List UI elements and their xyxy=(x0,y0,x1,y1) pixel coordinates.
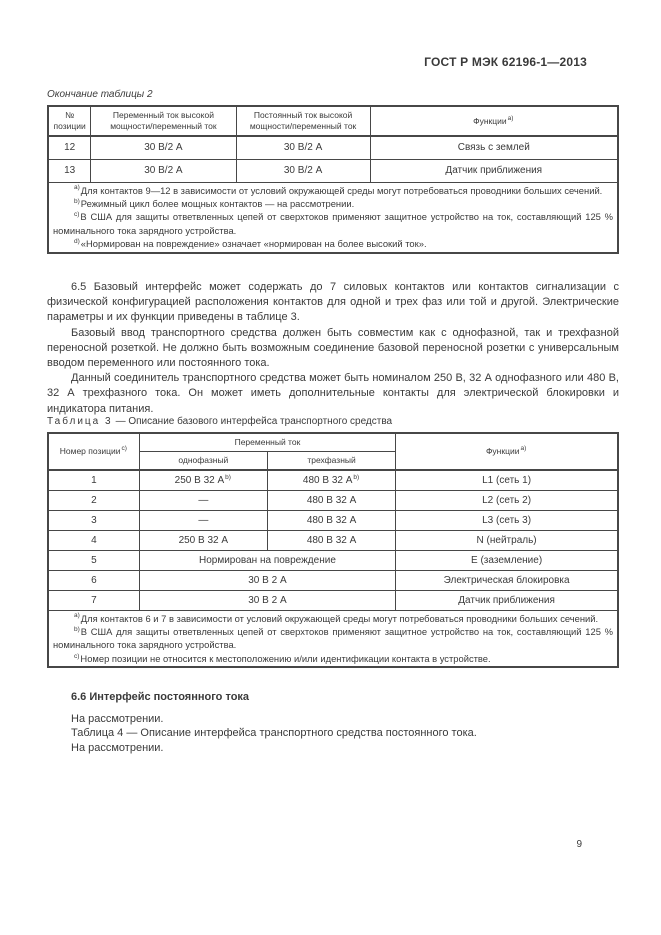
footnote xyxy=(53,210,613,237)
table3-r6-fn: Электрическая блокировка xyxy=(396,570,618,590)
footnote-text: В США для защиты ответвленных цепей от сверхтоков применяют защитное устройство на ток, составляющий 125 % номинального тока зарядного устройства. xyxy=(53,626,613,651)
table3-r4-pos: 4 xyxy=(48,530,139,550)
table3-section xyxy=(47,416,619,668)
table2-header-row xyxy=(48,106,618,136)
footnote-marker: d) xyxy=(74,238,80,246)
table2-col-functions-label: Функции xyxy=(473,115,507,126)
table-row xyxy=(48,136,618,159)
table-row xyxy=(48,470,618,490)
footnote-text: «Нормирован на повреждение» означает «нормирован на более высокий ток». xyxy=(80,238,427,250)
paragraph: Базовый ввод транспортного средства должен быть совместим как с однофазной, так и трехфазной переносной розеткой. Не должно быть возможным соединение базовой переносной розетки с универсальным вводом переменного или постоянного тока. xyxy=(47,326,619,370)
table3-col-functions-footnote-marker: a) xyxy=(520,445,527,453)
table3-r1-pos: 1 xyxy=(48,470,139,490)
table3-r1-single xyxy=(139,470,267,490)
table3-head xyxy=(48,433,618,470)
page-number: 9 xyxy=(576,839,582,850)
table2-r13-ac: 30 В/2 А xyxy=(91,159,236,182)
table3-col-functions-label: Функции xyxy=(485,446,520,457)
footnote xyxy=(53,625,613,652)
table3-r7-pos: 7 xyxy=(48,590,139,610)
table2-footnotes-row xyxy=(48,182,618,253)
table3-col-single-phase: однофазный xyxy=(139,452,267,471)
table2-section xyxy=(47,89,619,254)
table3-r5-fn: Е (заземление) xyxy=(396,550,618,570)
table3-r2-fn: L2 (сеть 2) xyxy=(396,490,618,510)
table3-r6-merged: 30 В 2 А xyxy=(139,570,396,590)
footnote-marker: b) xyxy=(74,197,80,205)
table3-r2-pos: 2 xyxy=(48,490,139,510)
table3-col-position-label: Номер позиции xyxy=(59,446,121,457)
table3-caption-label: Таблица 3 xyxy=(47,416,113,427)
table3-r6-pos: 6 xyxy=(48,570,139,590)
table2-r12-dc: 30 В/2 А xyxy=(236,136,370,159)
paragraph: Данный соединитель транспортного средства может быть номиналом 250 В, 32 А однофазного или 480 В, 32 А трехфазного тока. Он может иметь дополнительные контакты для электрической блокировки и индикатора питания. xyxy=(47,372,619,415)
doc-header-title: ГОСТ Р МЭК 62196-1—2013 xyxy=(424,55,587,69)
paragraph: На рассмотрении. xyxy=(71,713,164,725)
table3-footnotes-row xyxy=(48,610,618,667)
cell-value: 480 В 32 А xyxy=(302,474,353,486)
table-row xyxy=(48,570,618,590)
table3-r3-pos: 3 xyxy=(48,510,139,530)
cell-footnote-marker: b) xyxy=(353,473,360,481)
footnote xyxy=(53,184,613,197)
clause-6-5 xyxy=(47,280,619,417)
table3-col-functions xyxy=(396,433,618,470)
footnote-marker: a) xyxy=(74,612,80,620)
table3-body xyxy=(48,470,618,667)
footnote-marker: b) xyxy=(74,625,80,633)
footnote xyxy=(53,612,613,625)
paragraph: На рассмотрении. xyxy=(71,741,164,754)
table3-r4-single: 250 В 32 А xyxy=(139,530,267,550)
table2-r12-pos: 12 xyxy=(48,136,91,159)
table2-col-functions-footnote-marker: a) xyxy=(507,114,514,122)
table2-caption: Окончание таблицы 2 xyxy=(47,89,153,100)
table2-col-functions xyxy=(370,106,618,136)
table3-r3-single: — xyxy=(139,510,267,530)
table3-r2-three: 480 В 32 А xyxy=(267,490,395,510)
table3 xyxy=(47,432,619,668)
paragraph: 6.5 Базовый интерфейс может содержать до 7 силовых контактов или контактов сигнализации с физической конфигурацией расположения контактов для одной и трех фаз или той и другой. Электрические параметры и их функции приведены в таблице 3. xyxy=(47,281,619,324)
footnote-marker: c) xyxy=(74,211,80,219)
cell-footnote-marker: b) xyxy=(225,473,231,481)
table-row xyxy=(48,550,618,570)
table2-footnotes-cell xyxy=(48,182,618,253)
footnote-text: В США для защиты ответвленных цепей от сверхтоков применяют защитное устройство на ток, составляющий 125 % номинального тока зарядного устройства. xyxy=(53,211,613,236)
table3-r1-fn: L1 (сеть 1) xyxy=(396,470,618,490)
footnote xyxy=(53,197,613,210)
table3-col-three-phase: трехфазный xyxy=(267,452,395,471)
table3-col-position xyxy=(48,433,139,470)
table3-r7-fn: Датчик приближения xyxy=(396,590,618,610)
footnote-marker: a) xyxy=(74,184,80,192)
footnote-text: Для контактов 9—12 в зависимости от условий окружающей среды могут потребоваться проводники больших сечений. xyxy=(80,184,603,196)
table3-header-row-1 xyxy=(48,433,618,452)
table2-head xyxy=(48,106,618,136)
table-row xyxy=(48,590,618,610)
table2-r13-pos: 13 xyxy=(48,159,91,182)
table3-footnotes-cell xyxy=(48,610,618,667)
footnote-text: Для контактов 6 и 7 в зависимости от условий окружающей среды могут потребоваться проводники больших сечений. xyxy=(80,612,599,624)
footnote-text: Режимный цикл более мощных контактов — на рассмотрении. xyxy=(80,198,355,209)
table2-col-position: № позиции xyxy=(48,106,91,136)
footnote-marker: c) xyxy=(74,652,80,660)
table2-col-ac: Переменный ток высокой мощности/переменный ток xyxy=(91,106,236,136)
table3-r7-merged: 30 В 2 А xyxy=(139,590,396,610)
table3-col-ac-group: Переменный ток xyxy=(139,433,396,452)
table3-r1-three xyxy=(267,470,395,490)
table3-caption-text: — Описание базового интерфейса транспортного средства xyxy=(115,416,393,427)
table-row xyxy=(48,510,618,530)
footnote-text: Номер позиции не относится к местоположению и/или идентификации контакта в устройстве. xyxy=(80,652,491,664)
table3-r5-merged: Нормирован на повреждение xyxy=(139,550,396,570)
table3-r4-three: 480 В 32 А xyxy=(267,530,395,550)
table2 xyxy=(47,105,619,254)
cell-value: 250 В 32 А xyxy=(174,474,225,486)
footnote xyxy=(53,652,613,665)
footnote xyxy=(53,237,613,250)
table3-r3-three: 480 В 32 А xyxy=(267,510,395,530)
table3-caption xyxy=(47,416,619,427)
paragraph: Таблица 4 — Описание интерфейса транспортного средства постоянного тока. xyxy=(71,727,477,740)
table2-r12-ac: 30 В/2 А xyxy=(91,136,236,159)
clause-6-6-heading: 6.6 Интерфейс постоянного тока xyxy=(71,691,250,703)
table-row xyxy=(48,159,618,182)
table2-col-dc: Постоянный ток высокой мощности/переменный ток xyxy=(236,106,370,136)
table-row xyxy=(48,490,618,510)
table2-body xyxy=(48,136,618,253)
table3-col-position-footnote-marker: c) xyxy=(121,445,127,453)
table2-r13-dc: 30 В/2 А xyxy=(236,159,370,182)
clause-6-6 xyxy=(47,691,619,755)
table3-r5-pos: 5 xyxy=(48,550,139,570)
table3-r3-fn: L3 (сеть 3) xyxy=(396,510,618,530)
table3-r4-fn: N (нейтраль) xyxy=(396,530,618,550)
table3-r2-single: — xyxy=(139,490,267,510)
table-row xyxy=(48,530,618,550)
table2-r13-fn: Датчик приближения xyxy=(370,159,618,182)
table2-r12-fn: Связь с землей xyxy=(370,136,618,159)
